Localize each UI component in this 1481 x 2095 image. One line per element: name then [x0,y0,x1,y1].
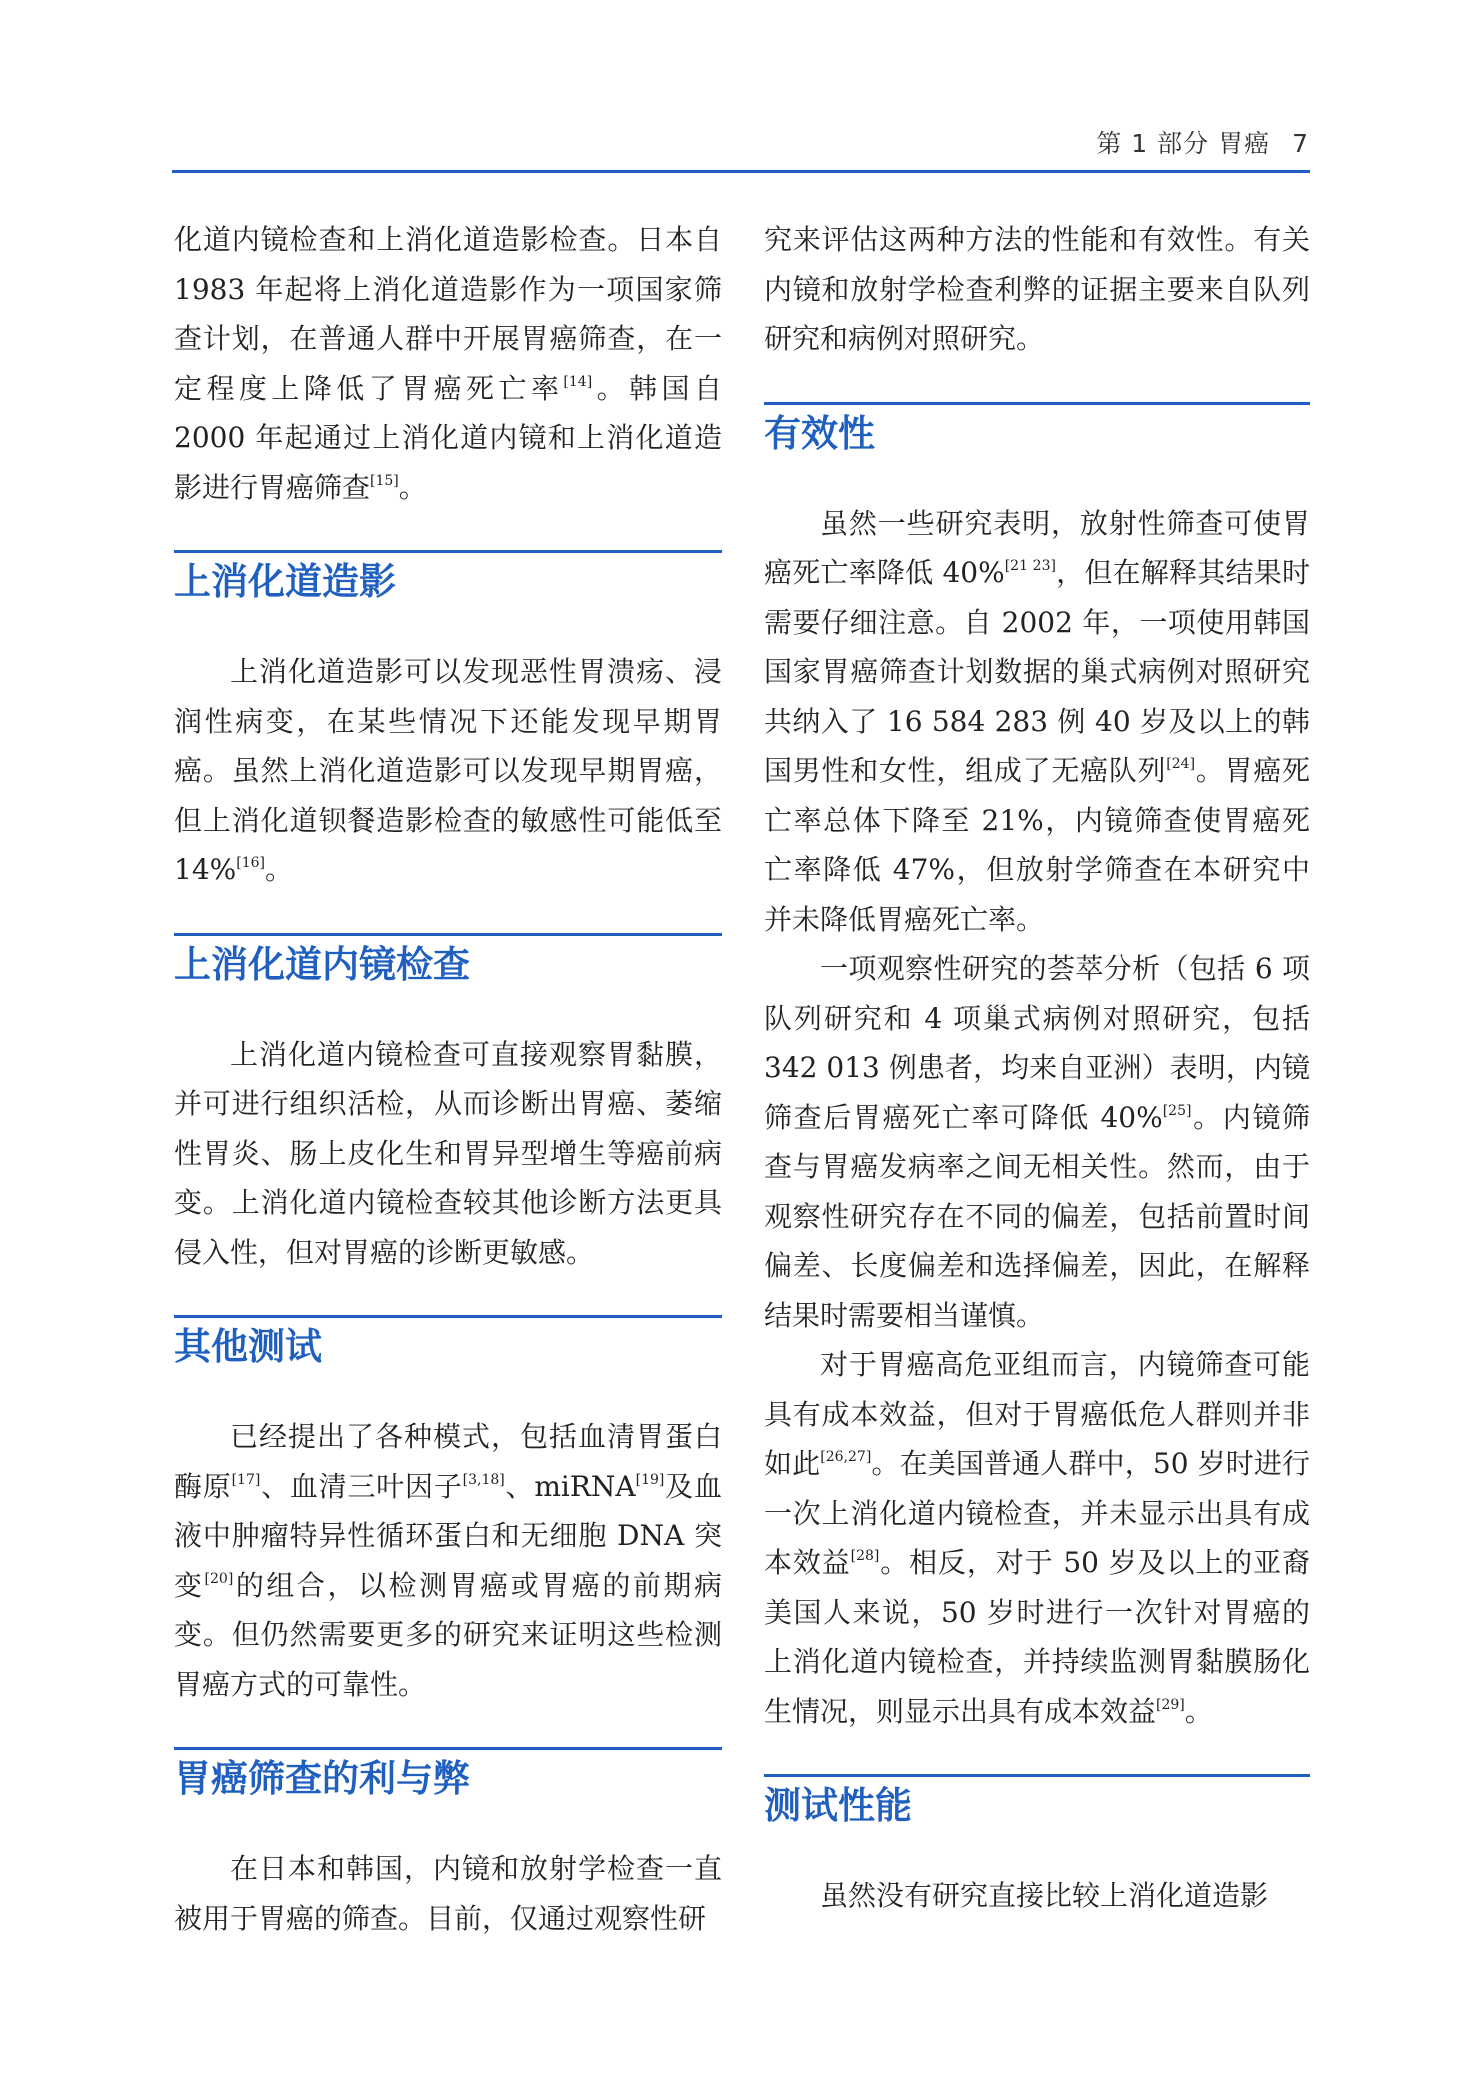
right-column [764,215,1310,1921]
paragraph: 究来评估这两种方法的性能和有效性。有关内镜和放射学检查利弊的证据主要来自队列研究和病例对照研究。 [764,223,1310,355]
citation: [25] [1162,1102,1192,1119]
section-heading [174,550,722,607]
paragraph: 虽然一些研究表明，放射性筛查可使胃癌死亡率降低 40%[21 23]，但在解释其结果时需要仔细注意。自 2002 年，一项使用韩国国家胃癌筛查计划数据的巢式病例对照研究共纳入了 16 584 283 例 40 岁及以上的韩国男性和女性，组成了无癌队列[24]。胃癌死亡率总体下降至 21%，内镜筛查使胃癌死亡率降低 47%，但放射学筛查在本研究中并未降低胃癌死亡率。 [764,506,1310,936]
citation: [26,27] [820,1449,872,1465]
citation: [19] [635,1471,665,1488]
citation: [21 23] [1004,558,1056,574]
section-heading [764,1774,1310,1831]
section-rule [764,1774,1310,1777]
heading-effectiveness: 有效性 [764,411,875,455]
citation: [15] [370,472,399,489]
heading-other-tests: 其他测试 [174,1325,322,1368]
paragraph: 上消化道内镜检查可直接观察胃黏膜，并可进行组织活检，从而诊断出胃癌、萎缩性胃炎、肠上皮化生和胃异型增生等癌前病变。上消化道内镜检查较其他诊断方法更具侵入性，但对胃癌的诊断更敏感。 [174,1037,722,1269]
heading-pros-cons-screening: 胃癌筛查的利与弊 [174,1757,470,1800]
page-number: 7 [1292,129,1309,158]
section-heading [174,933,722,990]
section-heading [174,1747,722,1804]
section-rule [174,933,722,936]
section-rule [174,1315,722,1318]
citation: [16] [236,855,265,871]
heading-upper-gi-contrast: 上消化道造影 [174,560,396,603]
paragraph: 一项观察性研究的荟萃分析（包括 6 项队列研究和 4 项巢式病例对照研究，包括 342 013 例患者，均来自亚洲）表明，内镜筛查后胃癌死亡率可降低 40%[25]。内镜筛查与胃癌发病率之间无相关性。然而，由于观察性研究存在不同的偏差，包括前置时间偏差、长度偏差和选择偏差，因此，在解释结果时需要相当谨慎。 [764,952,1310,1332]
left-column [174,215,722,1943]
running-header [1096,124,1309,160]
paragraph: 对于胃癌高危亚组而言，内镜筛查可能具有成本效益，但对于胃癌低危人群则并非如此[26,27]。在美国普通人群中，50 岁时进行一次上消化道内镜检查，并未显示出具有成本效益[28]。相反，对于 50 岁及以上的亚裔美国人来说，50 岁时进行一次针对胃癌的上消化道内镜检查，并持续监测胃黏膜肠化生情况，则显示出具有成本效益[29]。 [764,1348,1310,1728]
paragraph: 上消化道造影可以发现恶性胃溃疡、浸润性病变，在某些情况下还能发现早期胃癌。虽然上消化道造影可以发现早期胃癌，但上消化道钡餐造影检查的敏感性可能低至 14%[16]。 [174,655,722,886]
header-section-title: 第 1 部分 胃癌 [1096,129,1271,158]
citation: [17] [231,1471,261,1488]
citation: [14] [563,373,593,390]
citation: [3,18] [462,1471,505,1488]
paragraph: 化道内镜检查和上消化道造影检查。日本自1983 年起将上消化道造影作为一项国家筛查计划，在普通人群中开展胃癌筛查，在一定程度上降低了胃癌死亡率[14]。韩国自 2000 年起通过上消化道内镜和上消化道造影进行胃癌筛查[15]。 [174,223,722,504]
section-rule [174,1747,722,1750]
header-rule [172,170,1310,173]
heading-test-performance: 测试性能 [764,1784,912,1827]
citation: [28] [850,1548,880,1564]
section-rule [764,402,1310,405]
section-heading [764,402,1310,459]
section-rule [174,550,722,553]
paragraph: 虽然没有研究直接比较上消化道造影 [820,1879,1269,1912]
paragraph: 在日本和韩国，内镜和放射学检查一直被用于胃癌的筛查。目前，仅通过观察性研 [174,1852,722,1935]
citation: [24] [1166,756,1196,772]
paragraph: 已经提出了各种模式，包括血清胃蛋白酶原[17]、血清三叶因子[3,18]、miRNA[19]及血液中肿瘤特异性循环蛋白和无细胞 DNA 突变[20]的组合，以检测胃癌或胃癌的前期病变。但仍然需要更多的研究来证明这些检测胃癌方式的可靠性。 [174,1420,722,1701]
section-heading [174,1315,722,1372]
citation: [29] [1156,1696,1185,1713]
heading-upper-gi-endoscopy: 上消化道内镜检查 [174,942,470,986]
citation: [20] [204,1570,234,1587]
